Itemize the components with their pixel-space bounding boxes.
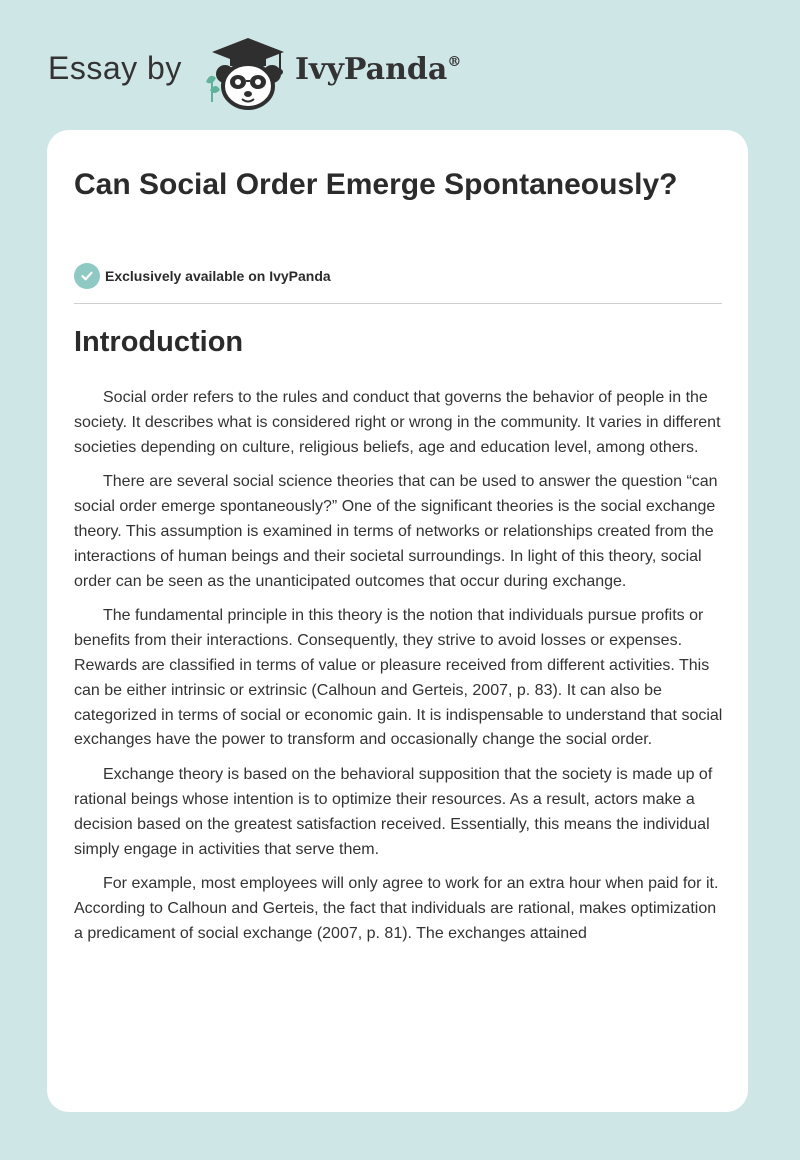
badge-text: Exclusively available on IvyPanda — [105, 268, 331, 284]
paragraph: Social order refers to the rules and conduct that governs the behavior of people in the society. It describes what is considered right or wrong in the community. It varies in different societies depending on culture, religious beliefs, age and education level, among others. — [74, 389, 721, 456]
paragraph: The fundamental principle in this theory is the notion that individuals pursue profits or benefits from their interactions. Consequently, they strive to avoid losses or expenses. Rewards are classified in terms of value or pleasure received from different activities. This can be either intrinsic or extrinsic (Calhoun and Gerteis, 2007, p. 83). It can also be categorized in terms of social or economic gain. It is indispensable to understand that social exchanges have the power to transform and occasionally change the social order. — [74, 607, 723, 749]
registered-mark: ® — [447, 54, 462, 70]
article-body — [74, 386, 724, 957]
article-card — [47, 130, 748, 1112]
site-header — [0, 0, 800, 130]
divider — [74, 303, 722, 304]
paragraph: Exchange theory is based on the behavioral supposition that the society is made up of rational beings whose intention is to optimize their resources. As a result, actors make a decision based on the greatest satisfaction received. Essentially, this means the individual simply engage in activities that serve them. — [74, 766, 713, 858]
essay-by-label: Essay by — [48, 50, 182, 86]
section-heading: Introduction — [74, 326, 244, 358]
article-title: Can Social Order Emerge Spontaneously? — [74, 168, 678, 201]
paragraph: There are several social science theories that can be used to answer the question “can social order emerge spontaneously?” One of the significant theories is the social exchange theory. This assumption is examined in terms of networks or relationships created from the interactions of human beings and their societal surroundings. In light of this theory, social order can be seen as the unanticipated outcomes that occur during exchange. — [74, 473, 718, 590]
check-icon — [74, 263, 100, 289]
paragraph: For example, most employees will only agree to work for an extra hour when paid for it. According to Calhoun and Gerteis, the fact that individuals are rational, makes optimization a predicament of social exchange (2007, p. 81). The exchanges attained — [74, 875, 719, 942]
panda-graduation-cap-icon[interactable] — [200, 30, 300, 112]
brand-name[interactable]: IvyPanda® — [295, 52, 462, 87]
exclusive-badge — [74, 263, 331, 289]
